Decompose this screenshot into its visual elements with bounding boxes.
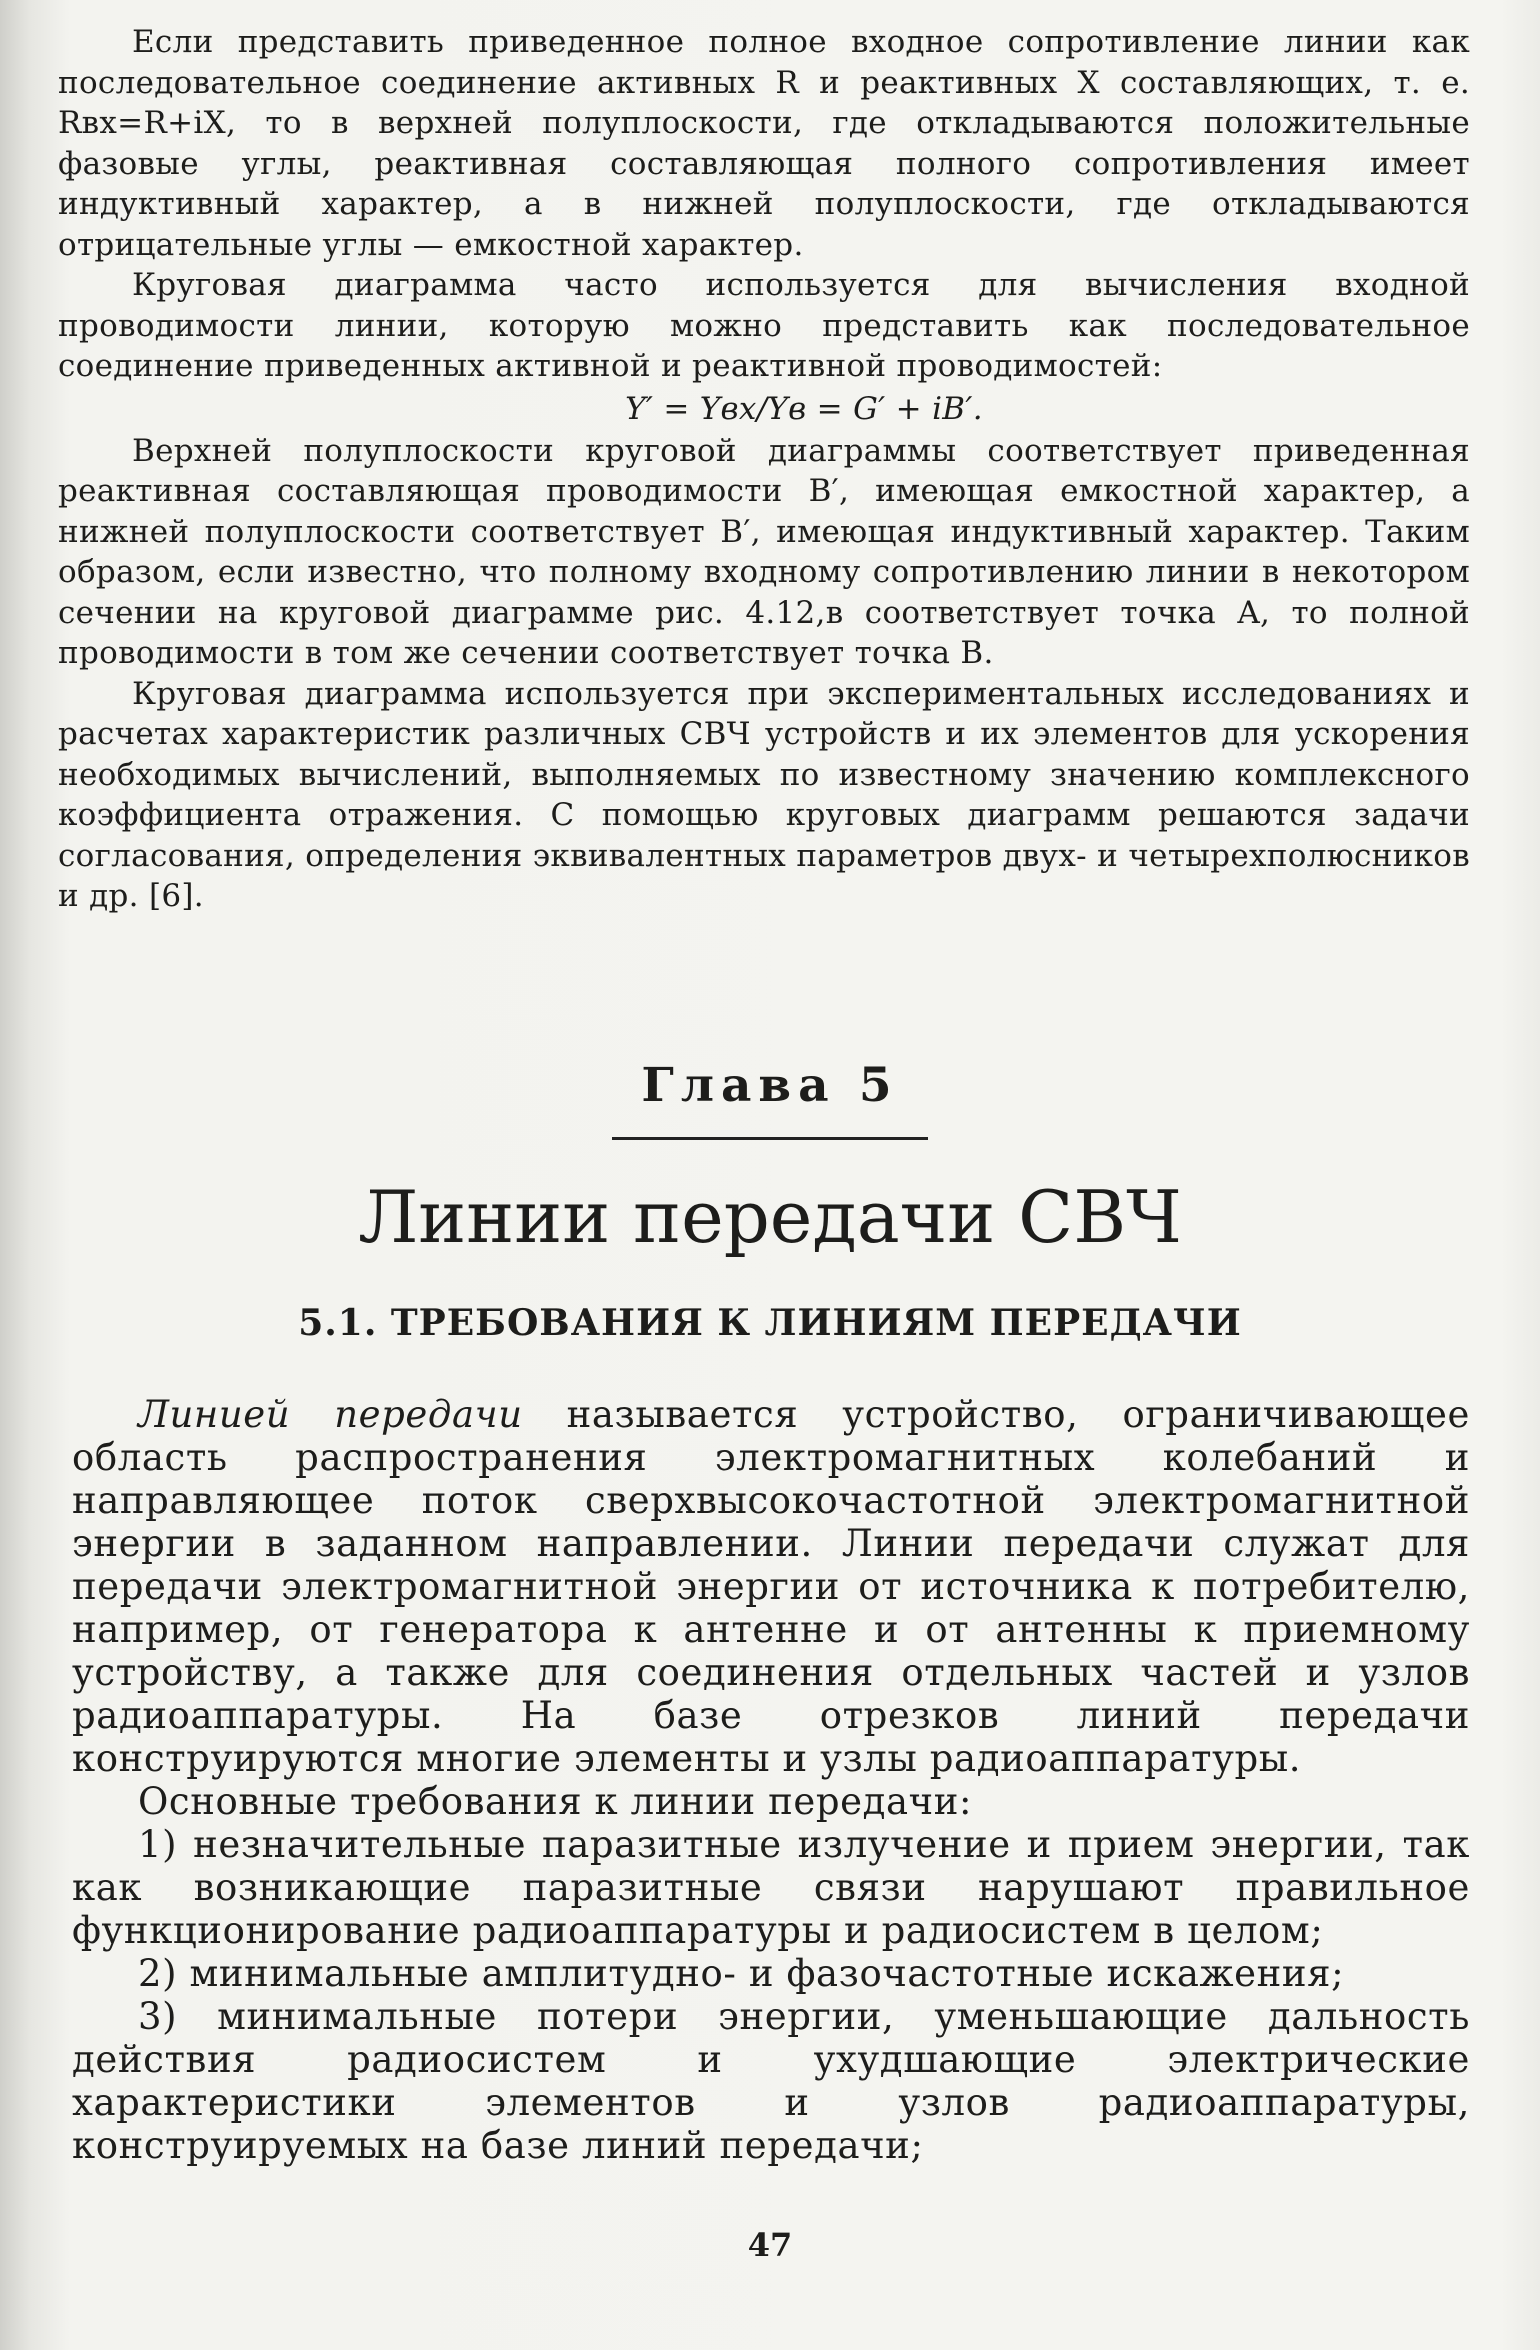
chapter-label: Глава 5 xyxy=(641,1058,899,1113)
paragraph-circle-diagram-usage: Круговая диаграмма используется при экспериментальных исследованиях и расчетах характеристик различных СВЧ устройств и их элементов для ускорения необходимых вычислений, выполняемых по известному значению комплексного коэффициента отражения. С помощью круговых диаграмм решаются задачи согласования, определения эквивалентных параметров двух- и четырехполюсников и др. [6]. xyxy=(58,675,1470,914)
previous-section-text xyxy=(58,22,1470,917)
page-number: 47 xyxy=(747,2226,793,2264)
section-title: 5.1. ТРЕБОВАНИЯ К ЛИНИЯМ ПЕРЕДАЧИ xyxy=(298,1302,1242,1344)
definition-term: Линией передачи xyxy=(138,1393,523,1436)
definition-text: называется устройство, ограничивающее область распространения электромагнитных колебаний и направляющее поток сверхвысокочастотной электромагнитной энергии в заданном направлении. Линии передачи служат для передачи электромагнитной энергии от источника к потребителю, например, от генератора к антенне и от антенны к приемному устройству, а также для соединения отдельных частей и узлов радиоаппаратуры. На базе отрезков линий передачи конструируются многие элементы и узлы радиоаппаратуры. xyxy=(72,1393,1470,1780)
paragraph-impedance: Если представить приведенное полное входное сопротивление линии как последовательное соединение активных R и реактивных X составляющих, т. е. Rвх=R+iX, то в верхней полуплоскости, где откладываются положительные фазовые углы, реактивная составляющая полного сопротивления имеет индуктивный характер, а в нижней полуплоскости, где откладываются отрицательные углы — емкостной характер. xyxy=(58,24,1470,263)
paragraph-definition xyxy=(72,1393,1470,1780)
requirement-item-3: 3) минимальные потери энергии, уменьшающие дальность действия радиосистем и ухудшающие электрические характеристики элементов и узлов радиоаппаратуры, конструируемых на базе линий передачи; xyxy=(72,1995,1470,2167)
chapter-title: Линии передачи СВЧ xyxy=(358,1175,1182,1259)
section-body xyxy=(72,1393,1470,2167)
chapter-divider xyxy=(612,1137,928,1140)
requirements-intro: Основные требования к линии передачи: xyxy=(138,1780,973,1823)
requirement-item-2: 2) минимальные амплитудно- и фазочастотные искажения; xyxy=(138,1952,1345,1995)
paragraph-admittance: Круговая диаграмма часто используется для вычисления входной проводимости линии, которую можно представить как последовательное соединение приведенных активной и реактивной проводимостей: xyxy=(58,267,1470,384)
admittance-formula: Y′ = Yвх/Yв = G′ + iB′. xyxy=(625,390,983,427)
paragraph-upper-half-plane: Верхней полуплоскости круговой диаграммы соответствует приведенная реактивная составляющая проводимости B′, имеющая емкостной характер, а нижней полуплоскости соответствует B′, имеющая индуктивный характер. Таким образом, если известно, что полному входному сопротивлению линии в некотором сечении на круговой диаграмме рис. 4.12,в соответствует точка A, то полной проводимости в том же сечении соответствует точка B. xyxy=(58,432,1470,671)
requirement-item-1: 1) незначительные паразитные излучение и прием энергии, так как возникающие паразитные связи нарушают правильное функционирование радиоаппаратуры и радиосистем в целом; xyxy=(72,1823,1470,1952)
